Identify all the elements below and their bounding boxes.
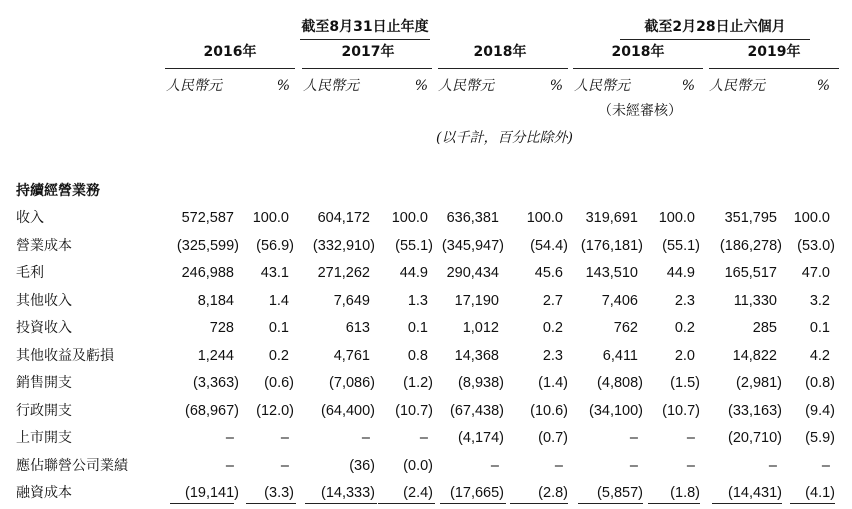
- currency-label-2018: 人民幣元: [438, 78, 494, 94]
- table-cell: 100.0: [793, 210, 830, 226]
- table-cell: –: [554, 458, 563, 474]
- table-cell: –: [490, 458, 499, 474]
- table-cell: 604,172: [317, 210, 370, 226]
- table-cell: (0.7): [538, 430, 568, 446]
- table-cell: (55.1): [395, 238, 433, 254]
- table-cell: (2.8): [538, 485, 568, 501]
- header-six-month-group: 截至2月28日止六個月: [644, 19, 786, 35]
- table-cell: (56.9): [256, 238, 294, 254]
- table-cell: 4.2: [809, 348, 830, 364]
- year-2019-underline: [709, 68, 839, 69]
- table-cell: –: [419, 430, 428, 446]
- currency-label-2016: 人民幣元: [166, 78, 222, 94]
- table-cell: 0.2: [268, 348, 289, 364]
- table-cell: 572,587: [181, 210, 234, 226]
- year-2018-underline: [438, 68, 568, 69]
- table-cell: (4.1): [805, 485, 835, 501]
- table-cell: 100.0: [658, 210, 695, 226]
- table-cell: 4,761: [333, 348, 370, 364]
- table-cell: (345,947): [441, 238, 504, 254]
- table-cell: 613: [345, 320, 370, 336]
- table-cell: (4,808): [597, 375, 643, 391]
- table-cell: 14,822: [732, 348, 777, 364]
- table-cell: 0.2: [674, 320, 695, 336]
- total-underline: [578, 503, 643, 504]
- table-cell: 17,190: [454, 293, 499, 309]
- table-cell: 290,434: [446, 265, 499, 281]
- pct-label-2016: %: [276, 78, 290, 94]
- total-underline: [712, 503, 782, 504]
- table-cell: 1.3: [407, 293, 428, 309]
- units-note: (以千計，百分比除外): [436, 130, 573, 146]
- pct-label-2017: %: [414, 78, 428, 94]
- table-cell: (10.7): [662, 403, 700, 419]
- table-cell: –: [821, 458, 830, 474]
- table-cell: 271,262: [317, 265, 370, 281]
- header-fiscal-year-group: 截至8月31日止年度: [301, 19, 429, 35]
- table-cell: 7,406: [601, 293, 638, 309]
- currency-label-2017: 人民幣元: [303, 78, 359, 94]
- table-cell: (64,400): [320, 403, 375, 419]
- row-label: 其他收入: [16, 293, 72, 309]
- total-underline: [246, 503, 296, 504]
- table-cell: –: [280, 458, 289, 474]
- table-cell: 0.1: [809, 320, 830, 336]
- table-cell: 351,795: [724, 210, 777, 226]
- row-label: 其他收益及虧損: [16, 348, 114, 364]
- table-cell: –: [280, 430, 289, 446]
- table-cell: (2,981): [736, 375, 782, 391]
- table-cell: 1.4: [268, 293, 289, 309]
- table-cell: –: [629, 430, 638, 446]
- table-cell: 43.1: [260, 265, 289, 281]
- unaudited-note: （未經審核）: [598, 103, 682, 119]
- group-fy-underline: [300, 39, 430, 40]
- table-cell: 143,510: [585, 265, 638, 281]
- table-cell: (2.4): [403, 485, 433, 501]
- pct-label-2018-6m: %: [681, 78, 695, 94]
- table-cell: (19,141): [184, 485, 239, 501]
- table-cell: (3,363): [193, 375, 239, 391]
- table-cell: (1.5): [670, 375, 700, 391]
- table-cell: 100.0: [252, 210, 289, 226]
- table-cell: (0.0): [403, 458, 433, 474]
- group-6m-underline: [620, 39, 810, 40]
- table-cell: (10.6): [530, 403, 568, 419]
- table-cell: 3.2: [809, 293, 830, 309]
- table-cell: 45.6: [534, 265, 563, 281]
- year-2017: 2017年: [341, 44, 395, 60]
- table-cell: (17,665): [449, 485, 504, 501]
- table-cell: (1.4): [538, 375, 568, 391]
- table-cell: 8,184: [197, 293, 234, 309]
- table-cell: (176,181): [580, 238, 643, 254]
- year-2018-6m-underline: [573, 68, 703, 69]
- table-cell: 14,368: [454, 348, 499, 364]
- year-2016: 2016年: [203, 44, 257, 60]
- table-cell: (68,967): [184, 403, 239, 419]
- table-cell: (7,086): [329, 375, 375, 391]
- table-cell: –: [629, 458, 638, 474]
- row-label: 融資成本: [16, 485, 72, 501]
- table-cell: 1,244: [197, 348, 234, 364]
- row-label: 銷售開支: [16, 375, 72, 391]
- table-cell: 100.0: [391, 210, 428, 226]
- table-cell: (14,431): [727, 485, 782, 501]
- row-label: 上市開支: [16, 430, 72, 446]
- table-cell: 165,517: [724, 265, 777, 281]
- row-label: 收入: [16, 210, 44, 226]
- total-underline: [170, 503, 234, 504]
- table-cell: (186,278): [719, 238, 782, 254]
- table-cell: (325,599): [176, 238, 239, 254]
- table-cell: –: [225, 430, 234, 446]
- table-cell: 0.2: [542, 320, 563, 336]
- table-cell: 1,012: [462, 320, 499, 336]
- table-cell: 636,381: [446, 210, 499, 226]
- table-cell: (54.4): [530, 238, 568, 254]
- total-underline: [440, 503, 506, 504]
- table-cell: (55.1): [662, 238, 700, 254]
- table-cell: 44.9: [666, 265, 695, 281]
- total-underline: [790, 503, 835, 504]
- table-cell: 100.0: [526, 210, 563, 226]
- table-cell: –: [225, 458, 234, 474]
- table-cell: (53.0): [797, 238, 835, 254]
- currency-label-2019: 人民幣元: [709, 78, 765, 94]
- table-cell: (34,100): [588, 403, 643, 419]
- table-cell: 0.8: [407, 348, 428, 364]
- row-label: 應佔聯營公司業績: [16, 458, 128, 474]
- table-cell: 2.7: [542, 293, 563, 309]
- table-cell: 319,691: [585, 210, 638, 226]
- table-cell: 728: [209, 320, 234, 336]
- table-cell: (0.6): [264, 375, 294, 391]
- year-2018: 2018年: [473, 44, 527, 60]
- table-cell: (67,438): [449, 403, 504, 419]
- total-underline: [378, 503, 435, 504]
- year-2019-6m: 2019年: [747, 44, 801, 60]
- table-cell: (5,857): [597, 485, 643, 501]
- table-cell: 0.1: [268, 320, 289, 336]
- total-underline: [510, 503, 568, 504]
- table-cell: (3.3): [264, 485, 294, 501]
- table-cell: (1.8): [670, 485, 700, 501]
- year-2016-underline: [165, 68, 295, 69]
- table-cell: (20,710): [727, 430, 782, 446]
- section-title: 持續經營業務: [16, 183, 100, 199]
- currency-label-2018-6m: 人民幣元: [574, 78, 630, 94]
- row-label: 毛利: [16, 265, 44, 281]
- table-cell: 2.3: [542, 348, 563, 364]
- table-cell: (332,910): [312, 238, 375, 254]
- table-cell: (8,938): [458, 375, 504, 391]
- table-cell: 2.0: [674, 348, 695, 364]
- table-cell: 11,330: [733, 293, 777, 309]
- table-cell: –: [768, 458, 777, 474]
- total-underline: [305, 503, 377, 504]
- row-label: 投資收入: [16, 320, 72, 336]
- table-cell: 762: [613, 320, 638, 336]
- year-2018-6m: 2018年: [611, 44, 665, 60]
- table-cell: –: [686, 458, 695, 474]
- table-cell: 2.3: [674, 293, 695, 309]
- table-cell: (36): [349, 458, 375, 474]
- table-cell: –: [361, 430, 370, 446]
- table-cell: (4,174): [458, 430, 504, 446]
- table-cell: (5.9): [805, 430, 835, 446]
- pct-label-2018: %: [549, 78, 563, 94]
- pct-label-2019: %: [816, 78, 830, 94]
- table-cell: 44.9: [399, 265, 428, 281]
- table-cell: 0.1: [407, 320, 428, 336]
- table-cell: (9.4): [805, 403, 835, 419]
- table-cell: (12.0): [256, 403, 294, 419]
- table-cell: (0.8): [805, 375, 835, 391]
- row-label: 營業成本: [16, 238, 72, 254]
- table-cell: 6,411: [602, 348, 638, 364]
- table-cell: (14,333): [320, 485, 375, 501]
- table-cell: 47.0: [801, 265, 830, 281]
- total-underline: [648, 503, 700, 504]
- table-cell: 7,649: [333, 293, 370, 309]
- table-cell: 285: [752, 320, 777, 336]
- year-2017-underline: [302, 68, 432, 69]
- table-cell: (33,163): [727, 403, 782, 419]
- table-cell: (1.2): [403, 375, 433, 391]
- table-cell: –: [686, 430, 695, 446]
- row-label: 行政開支: [16, 403, 72, 419]
- table-cell: (10.7): [395, 403, 433, 419]
- table-cell: 246,988: [181, 265, 234, 281]
